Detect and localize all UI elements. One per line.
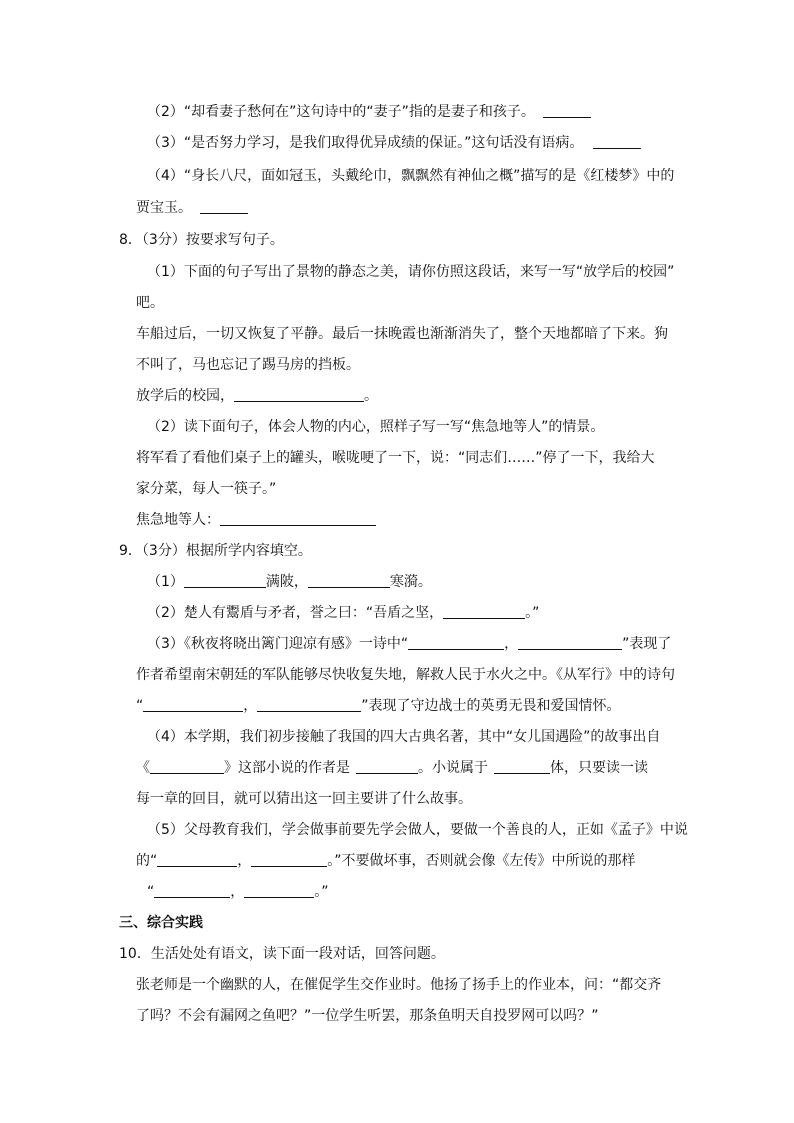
comma: ， <box>243 698 258 714</box>
answer1-prefix: 放学后的校园， <box>136 388 234 404</box>
fill-blank[interactable] <box>494 759 550 774</box>
fill-blank[interactable] <box>443 604 525 619</box>
answer-blank[interactable] <box>220 511 376 526</box>
q7-item-3-text: （3）“是否努力学习，是我们取得优异成绩的保证。”这句话没有语病。 <box>147 135 584 151</box>
q8-sub2-line: （2）读下面句子，体会人物的内心，照样子写一写“焦急地等人”的情景。 <box>147 419 605 435</box>
q9-s4-text-2: 。小说属于 <box>418 760 488 776</box>
q8-sub1-line1: （1）下面的句子写出了景物的静态之美，请你仿照这段话，来写一写“放学后的校园” <box>147 264 675 280</box>
comma: ， <box>230 884 245 900</box>
fill-blank[interactable] <box>143 697 243 712</box>
fill-blank[interactable] <box>408 635 504 650</box>
q9-s4-line3: 每一章的回目，就可以猜出这一回主要讲了什么故事。 <box>136 791 472 807</box>
q9-s1-text-end: 寒漪。 <box>389 574 432 590</box>
q8-example2-line1: 将军看了看他们桌子上的罐头，喉咙哽了一下，说：“同志们……”停了一下，我给大 <box>136 450 655 466</box>
q9-s5-line1: （5）父母教育我们，学会做事前要先学会做人，要做一个善良的人，正如《孟子》中说 <box>147 822 688 838</box>
q7-item-3 <box>147 134 641 152</box>
answer1-suffix: 。 <box>364 388 378 404</box>
q8-answer2 <box>136 511 376 529</box>
q9-s3-text: （3）《秋夜将晓出篱门迎凉有感》一诗中“ <box>147 636 409 652</box>
fill-blank[interactable] <box>244 883 314 898</box>
q9-s3-line2: 作者希望南宋朝廷的军队能够尽快收复失地，解救人民于水火之中。《从军行》中的诗句 <box>136 667 675 683</box>
fill-blank[interactable] <box>518 635 622 650</box>
q7-item-4-line2 <box>136 199 248 217</box>
q10-line1: 张老师是一个幽默的人，在催促学生交作业时。他扬了扬手上的作业本，问：“都交齐 <box>136 977 662 993</box>
answer2-prefix: 焦急地等人： <box>136 512 220 528</box>
q9-s5-line2 <box>136 852 636 870</box>
q10-line2: 了吗？不会有漏网之鱼吧？”一位学生听罢，那条鱼明天自投罗网可以吗？” <box>136 1008 599 1024</box>
q8-example1-line1: 车船过后，一切又恢复了平静。最后一抹晚霞也渐渐消失了，整个天地都暗了下来。狗 <box>136 326 668 342</box>
q9-s3-text-end: ”表现了 <box>622 636 672 652</box>
q7-item-4-text: （4）“身长八尺，面如冠玉，头戴纶巾，飘飘然有神仙之概”描写的是《红楼梦》中的 <box>147 168 675 184</box>
q8-header: 8．（3分）按要求写句子。 <box>119 232 284 248</box>
judge-blank[interactable] <box>593 134 641 149</box>
q8-example2-line2: 家分菜，每人一筷子。” <box>136 481 277 497</box>
comma: ， <box>237 853 252 869</box>
q9-s4-text: 》这部小说的作者是 <box>224 760 350 776</box>
fill-blank[interactable] <box>154 883 230 898</box>
open-quote: “ <box>147 884 155 900</box>
q9-s3-line3 <box>136 697 621 715</box>
open-quote: 的“ <box>136 853 158 869</box>
q9-s2-text: （2）楚人有鬻盾与矛者，誉之曰：“吾盾之坚， <box>147 605 444 621</box>
section-title: 三、综合实践 <box>119 915 203 931</box>
q10-header: 10．生活处处有语文，读下面一段对话，回答问题。 <box>119 946 445 962</box>
q9-s5-text: 。”不要做坏事，否则就会像《左传》中所说的那样 <box>327 853 636 869</box>
q7-item-2 <box>147 103 591 121</box>
q9-s2-text-end: 。” <box>525 605 540 621</box>
q7-item-4-text-end: 贾宝玉。 <box>136 200 192 216</box>
judge-blank[interactable] <box>200 199 248 214</box>
q9-s4-line2 <box>136 759 648 777</box>
q9-s1 <box>147 573 432 591</box>
q8-sub1-line2: 吧。 <box>136 295 164 311</box>
fill-blank[interactable] <box>251 852 327 867</box>
q9-header: 9．（3分）根据所学内容填空。 <box>119 543 312 559</box>
q9-s3-comma: ， <box>504 636 519 652</box>
fill-blank[interactable] <box>308 573 390 588</box>
fill-blank[interactable] <box>157 852 237 867</box>
q9-s1-label: （1） <box>147 574 184 590</box>
q9-s2 <box>147 604 539 622</box>
fill-blank[interactable] <box>150 759 224 774</box>
q9-s3-line1 <box>147 635 671 653</box>
judge-blank[interactable] <box>543 103 591 118</box>
q9-s1-text: 满陂， <box>265 574 308 590</box>
q9-s3-line3-text: ”表现了守边战士的英勇无畏和爱国情怀。 <box>361 698 621 714</box>
open-quote: “ <box>136 698 144 714</box>
fill-blank[interactable] <box>257 697 361 712</box>
answer-blank[interactable] <box>234 387 364 402</box>
q8-example1-line2: 不叫了，马也忘记了踢马房的挡板。 <box>136 357 360 373</box>
q8-answer1 <box>136 387 378 405</box>
q9-s4-line1: （4）本学期，我们初步接触了我国的四大古典名著，其中“女儿国遇险”的故事出自 <box>147 729 661 745</box>
q7-item-4-line1 <box>147 167 674 185</box>
q7-item-2-text: （2）“却看妻子愁何在”这句诗中的“妻子”指的是妻子和孩子。 <box>147 104 535 120</box>
fill-blank[interactable] <box>184 573 266 588</box>
q9-s5-line3 <box>147 883 329 901</box>
q9-s4-text-3: 体，只要读一读 <box>550 760 648 776</box>
close-quote: 。” <box>314 884 329 900</box>
book-open: 《 <box>136 760 150 776</box>
fill-blank[interactable] <box>356 759 418 774</box>
